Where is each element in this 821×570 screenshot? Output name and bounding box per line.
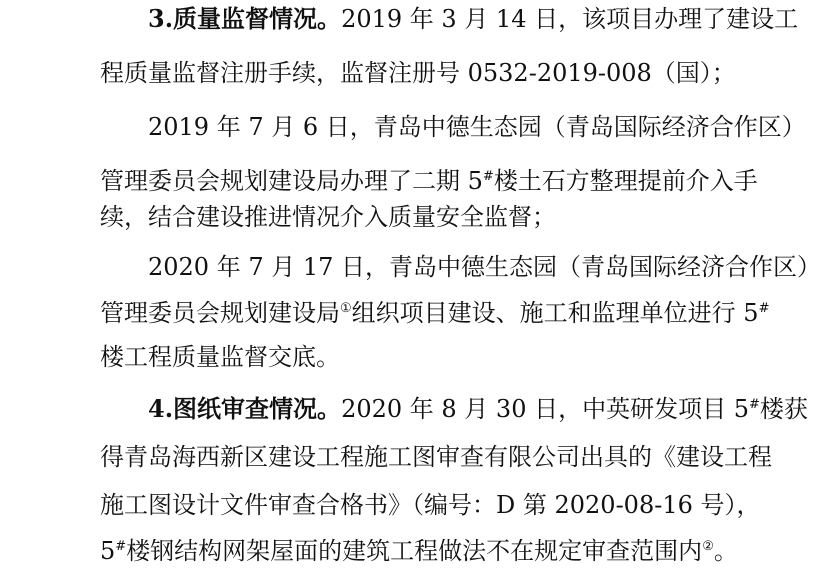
section3-line-7 — [100, 296, 770, 330]
section4-line-1 — [148, 392, 808, 426]
section3-p3-line-2b: 组织项目建设、施工和监理单位进行 5 — [351, 299, 759, 327]
section3-p3-line-2a: 管理委员会规划建设局 — [100, 299, 340, 327]
section3-line-5 — [100, 200, 680, 234]
number-sign-mark: # — [482, 169, 494, 184]
section4-line-4 — [100, 534, 738, 568]
section3-p2-line-2b: 楼土石方整理提前介入手 — [493, 167, 758, 195]
section3-p1-line-1: 2019 年 3 月 14 日，该项目办理了建设工 — [341, 5, 799, 33]
section3-line-3 — [148, 110, 806, 144]
number-sign-mark: # — [115, 539, 127, 554]
section3-p2-line-3: 续，结合建设推进情况介入质量安全监督； — [100, 203, 556, 231]
footnote-2-mark: ② — [702, 539, 714, 554]
section4-line-2-text: 得青岛海西新区建设工程施工图审查有限公司出具的《建设工程 — [100, 443, 772, 471]
section3-p1-line-2: 程质量监督注册手续，监督注册号 0532-2019-008（国）； — [100, 59, 736, 87]
number-sign-mark: # — [758, 301, 770, 316]
section3-p3-line-3: 楼工程质量监督交底。 — [100, 343, 340, 371]
section3-line-2 — [100, 56, 736, 90]
section3-line-1 — [148, 2, 799, 36]
final-period: 。 — [713, 537, 738, 565]
section4-line-4a: 5 — [100, 537, 116, 565]
section4-line-3-text: 施工图设计文件审查合格书》（编号：D 第 2020-08-16 号）， — [100, 491, 761, 519]
section3-p2-line-1: 2019 年 7 月 6 日，青岛中德生态园（青岛国际经济合作区） — [148, 113, 806, 141]
section4-line-3 — [100, 488, 761, 522]
section4-line-1a: 2020 年 8 月 30 日，中英研发项目 5 — [341, 395, 749, 423]
section3-line-8 — [100, 340, 680, 374]
footnote-1-mark: ① — [340, 301, 352, 316]
section3-p2-line-2a: 管理委员会规划建设局办理了二期 5 — [100, 167, 483, 195]
section3-p3-line-1: 2020 年 7 月 17 日，青岛中德生态园（青岛国际经济合作区） — [148, 253, 821, 281]
section4-heading: 4.图纸审查情况。 — [148, 394, 342, 423]
section4-line-2 — [100, 440, 772, 474]
section4-line-1b: 楼获 — [759, 395, 808, 423]
number-sign-mark: # — [749, 397, 760, 412]
section4-line-4b: 楼钢结构网架屋面的建筑工程做法不在规定审查范围内 — [126, 537, 703, 565]
section3-line-4 — [100, 164, 758, 198]
section3-line-6 — [148, 250, 821, 284]
section3-heading: 3.质量监督情况。 — [148, 4, 342, 33]
